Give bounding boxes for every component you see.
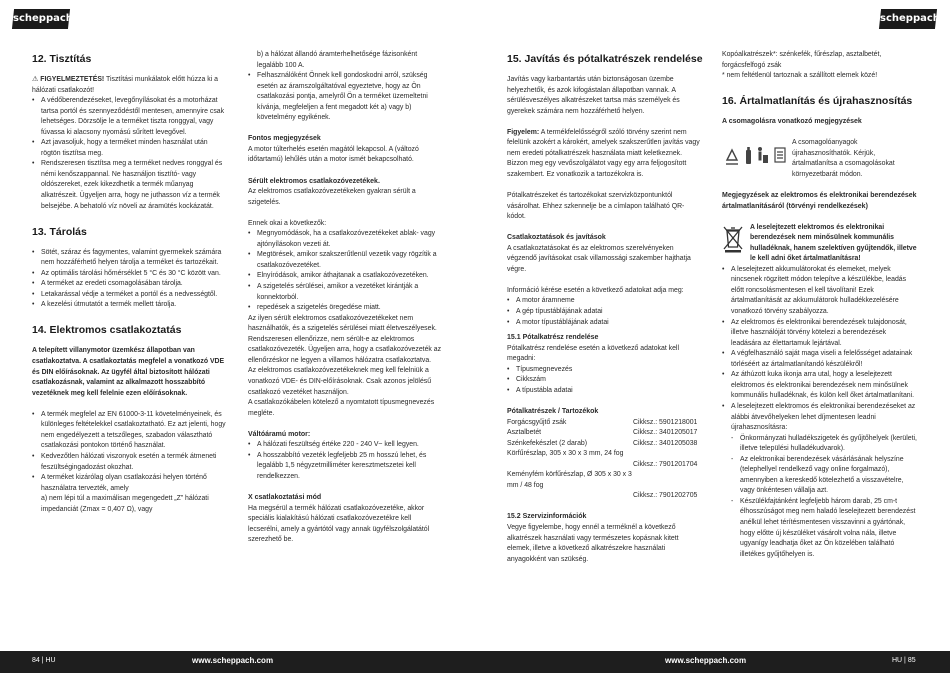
list-item: • A gép típustáblájának adatai — [507, 307, 703, 318]
storage-list — [32, 248, 228, 311]
brand-logo: scheppach — [12, 9, 70, 29]
connection-list — [32, 410, 228, 494]
column-3 — [507, 50, 703, 565]
list-item: - Önkormányzati hulladékszigetek és gyűjtőhelyek (kerületi, illetve települési hulladékudvarok). — [731, 434, 918, 455]
list-item: • A kezelési útmutatót a termék mellett tárolja. — [32, 300, 228, 311]
warning-icon: ⚠ — [32, 76, 39, 83]
website-link[interactable]: www.scheppach.com — [192, 656, 274, 665]
heading-packaging: A csomagolásra vonatkozó megjegyzések — [722, 118, 862, 126]
list-item: • Rendszeresen tisztítsa meg a terméket nedves ronggyal és némi kenőszappannal. Ne használjon tisztító- vagy oldószereket, ezek kikezdhetik a termék műanyag alkatrészeit. Ügyeljen arra, hogy ne juthasson víz a termék belsejébe. A behatoló víz növeli az áramütés kockázatát. — [32, 159, 228, 212]
list-item: • Azt javasoljuk, hogy a terméket minden használat után rögtön tisztítsa meg. — [32, 138, 228, 159]
parts-row: Szénkefekészlet (2 darab) Cikksz.: 3401205038 — [507, 439, 698, 447]
list-item: • A terméket az eredeti csomagolásában tárolja. — [32, 279, 228, 290]
parts-row: Cikksz.: 7901201704 — [633, 460, 698, 468]
packaging-text: A csomagolóanyagok újrahasznosíthatók. Kérjük, ártalmatlanítsa a csomagolásokat környezetbarát módon. — [792, 139, 895, 178]
heading-electrical: 14. Elektromos csatlakoztatás — [32, 324, 182, 337]
order-list — [507, 365, 703, 397]
heading-weee: Megjegyzések az elektromos és elektronikai berendezések ártalmatlanításáról (törvényi rendelkezések) — [722, 192, 917, 210]
heading-cleaning: 12. Tisztítás — [32, 53, 92, 65]
list-item: • repedések a szigetelés öregedése miatt. — [248, 303, 444, 314]
recycling-icons — [722, 138, 790, 174]
weee-list — [722, 265, 918, 434]
paper-icon — [775, 148, 785, 162]
heading-parts: Pótalkatrészek / Tartozékok — [507, 407, 599, 415]
list-item: • A leselejtezett elektromos és elektronikai berendezéseket az alábbi átvevőhelyeken lehet díjmentesen leadni újrahasznosításra: — [722, 402, 918, 434]
marking-text: A csatlakozókábelen kötelező a nyomtatott típusmegnevezés megléte. — [248, 399, 435, 417]
list-item: • Az áthúzott kuka ikonja arra utal, hogy a leselejtezett elektromos és elektronikai berendezések nem minősülnek kommunális hulladéknak, és külön kell őket ártalmatlanítani. — [722, 370, 918, 402]
parts-row: Körfűrészlap, 305 x 30 x 3 mm, 24 fog — [507, 450, 624, 458]
current-condition: b) a hálózat állandó áramterhelhetősége fázisonként legalább 100 A. — [257, 51, 418, 69]
footer-right — [475, 651, 950, 673]
weee-block — [722, 223, 918, 265]
list-item: • A védőberendezéseket, levegőnyílásokat és a motorházat tartsa portól és szennyeződéstől mentesen, amennyire csak lehetséges. Dörzsölje le a terméket tiszta ronggyal, vagy fúvassa ki alacsony nyomású sűrített levegővel. — [32, 96, 228, 138]
heading-spare-order: 15.1 Pótalkatrész rendelése — [507, 334, 599, 342]
list-item: • Felhasználóként Önnek kell gondoskodni arról, szükség esetén az áramszolgáltatóval egyeztetve, hogy az Ön csatlakozási pontja, amelyről Ön a terméket üzemeltetni kívánja, megfeleljen a fent megadott két a) vagy b) követelmény egyikének. — [248, 71, 444, 124]
impedance-condition: a) nem lépi túl a maximálisan megengedett „Z” hálózati impedanciát (Zmax = 0,407 Ω), vagy — [41, 495, 209, 513]
list-item: • Megtörések, amikor szakszerűtlenül vezetik vagy rögzítik a csatlakozóvezetéket. — [248, 250, 444, 271]
list-item: • A motor típustáblájának adatai — [507, 318, 703, 329]
wear-note: * nem feltétlenül tartoznak a szállított elemek közé! — [722, 72, 878, 80]
list-item: - Készülékfajtánként legfeljebb három darab, 25 cm-t élhosszúságot meg nem haladó leselejtezett berendezést anélkül lehet térítésmentesen visszavinni a gyártónak, hogy előtte új készüléket vásárolt volna nála, illetve ugyanígy leadhatja őket az Ön közelében található illetékes gyűjtőhelyen is. — [731, 497, 918, 560]
ac-list — [248, 440, 444, 482]
x-text: Ha megsérül a termék hálózati csatlakozóvezetéke, akkor speciális kialakítású hálózati csatlakozóvezetékre kell lecserélni, amely a gyártótól vagy annak ügyfélszolgálatától szerezhető be. — [248, 504, 430, 544]
page-number: 84 | HU — [32, 657, 56, 664]
damaged-more: Az ilyen sérült elektromos csatlakozóvezetékeket nem használhatók, és a szigetelés sérülései miatt életveszélyesek. — [248, 314, 437, 333]
warning-paragraph: ⚠ FIGYELMEZTETÉS! Tisztítási munkálatok előtt húzza ki a hálózati csatlakozót! — [32, 76, 218, 94]
right-page — [475, 0, 950, 674]
list-item: - Az elektronikai berendezések vásárlásának helyszíne (telephellyel rendelkező vagy online forgalmazó), amennyiben a kereskedő kötelezhető a visszavételre, vagy önkéntesen vállalja azt. — [731, 455, 918, 497]
info-intro: Információ kérése esetén a következő adatokat adja meg: — [507, 286, 684, 294]
cleaning-list — [32, 96, 228, 212]
list-item: • A típustábla adatai — [507, 386, 703, 397]
order-text: Pótalkatrész rendelése esetén a következő adatokat kell megadni: — [507, 344, 679, 363]
heading-x-connection: X csatlakoztatási mód — [248, 493, 322, 501]
heading-repair: 15. Javítás és pótalkatrészek rendelése — [507, 53, 703, 65]
collection-points-list — [722, 434, 918, 561]
list-item: • Típusmegnevezés — [507, 365, 703, 376]
list-item: • Elnyíródások, amikor áthajtanak a csatlakozóvezetéken. — [248, 271, 444, 282]
column-1 — [32, 50, 228, 515]
heading-storage: 13. Tárolás — [32, 225, 87, 238]
list-item: • A szigetelés sérülései, amikor a vezetéket kirántják a konnektorból. — [248, 282, 444, 303]
cable-text: Az elektromos csatlakozóvezetékeknek meg kell felelniük a vonatkozó VDE- és DIN-előírásoknak. Csak azonos jelölésű csatlakozó vezetéket használjon. — [248, 367, 432, 396]
page-number: HU | 85 — [892, 657, 916, 664]
causes-intro: Ennek okai a következők: — [248, 219, 327, 227]
attention-paragraph: Figyelem: A termékfelelősségről szóló törvény szerint nem felelünk azokért a károkért, amelyek szakszerűtlen javítás vagy nem eredeti pótalkatrészek használata miatt keletkeznek. — [507, 128, 700, 157]
check-text: Rendszeresen ellenőrizze, nem sérült-e az elektromos csatlakozóvezeték. Ügyeljen arra, hogy a csatlakozóvezeték az ellenőrzéskor ne legyen a villamos hálózatra csatlakoztatva. — [248, 335, 442, 364]
causes-list — [248, 229, 444, 313]
list-item: • A végfelhasználó saját maga viseli a felelősséget adatainak törléséért az ártalmatlanítandó készülékről! — [722, 349, 918, 370]
list-item: • A terméket kizárólag olyan csatlakozási helyen történő használatra tervezték, amely — [32, 473, 228, 494]
website-link[interactable]: www.scheppach.com — [665, 656, 747, 665]
brand-logo: scheppach — [879, 9, 937, 29]
user-list — [248, 71, 444, 124]
list-item: • Az optimális tárolási hőmérséklet 5 °C és 30 °C között van. — [32, 269, 228, 280]
wear-text: Kopóalkatrészek*: szénkefék, fűrészlap, asztalbetét, forgácsfelfogó zsák — [722, 51, 882, 69]
list-item: • Sötét, száraz és fagymentes, valamint gyermekek számára nem hozzáférhető helyen tárolja a terméket és tartozékait. — [32, 248, 228, 269]
heading-notes: Fontos megjegyzések — [248, 135, 321, 143]
bottle-icon — [746, 147, 751, 164]
list-item: • Megnyomódások, ha a csatlakozóvezetékeket ablak- vagy ajtónyílásokon vezeti át. — [248, 229, 444, 250]
service-info-text: Vegye figyelembe, hogy ennél a terméknél a következő alkatrészek használati vagy természetes kopásnak kitett elemek, illetve a következő alkatrészekre használati anyagokként van szükség. — [507, 523, 679, 563]
connection-bold-paragraph: A telepített villanymotor üzemkész állapotban van csatlakoztatva. A csatlakoztatás megfelel a vonatkozó VDE és DIN előírásoknak. Az ügyfél által biztosított hálózati csatlakozásnak, valamint az alkalmazott hosszabbító vezetéknek meg kell felelnie ezen előírásoknak. — [32, 347, 225, 397]
list-item: • Cikkszám — [507, 375, 703, 386]
recycle-icon — [726, 150, 738, 164]
heading-damaged-cables: Sérült elektromos csatlakozóvezetékek. — [248, 177, 380, 185]
list-item: • A leselejtezett akkumulátorokat és elemeket, melyek nincsenek rögzített módon telepítve a készülékbe, leadás előtt roncsolásmentesen el kell távolítani! Ezek ártalmatlanítását az akkumulátorok hulladékkezelésére vonatkozó törvény szabályozza. — [722, 265, 918, 318]
column-2 — [248, 50, 444, 546]
list-item: • Letakarással védje a terméket a portól és a nedvességtől. — [32, 290, 228, 301]
list-item: • A motor áramneme — [507, 296, 703, 307]
info-list — [507, 296, 703, 328]
repair-text: Javítás vagy karbantartás után biztonságosan üzembe helyezhetők, és azok kifogástalan állapotban vannak. A sérülésveszélyes alkatrészeket tartsa más személyek és gyerekek számára nem hozzáférhető helyen. — [507, 76, 680, 115]
service-text: A csatlakoztatásokat és az elektromos szerelvényeken végzendő javításokat csak villamossági szakember hajthatja végre. — [507, 244, 691, 273]
parts-row: Cikksz.: 7901202705 — [633, 492, 698, 500]
parts-row: Keményfém körfűrészlap, Ø 305 x 30 x 3 mm / 48 fog — [507, 471, 632, 489]
heading-service-info: 15.2 Szervizinformációk — [507, 513, 587, 521]
heading-service: Csatlakoztatások és javítások — [507, 234, 606, 242]
heading-ac-motor: Váltóáramú motor: — [248, 430, 311, 438]
parts-table — [507, 418, 703, 502]
damaged-text: Az elektromos csatlakozóvezetékeken gyakran sérült a szigetelés. — [248, 188, 416, 206]
footer-left — [0, 651, 475, 673]
crossed-bin-icon — [722, 225, 744, 253]
list-item: • Kedvezőtlen hálózati viszonyok esetén a termék átmeneti feszültségingadozást okozhat. — [32, 452, 228, 473]
person-bin-icon — [758, 147, 768, 163]
list-item: • Az elektromos és elektronikai berendezések tulajdonosát, illetve használóját törvény kötelezi a berendezések leadására az élettartamuk lejártával. — [722, 318, 918, 350]
weee-bold-text: A leselejtezett elektromos és elektronikai berendezések nem minősülnek kommunális hulladéknak, hanem szelektíven gyűjtendők, illetve le kell adni őket ártalmatlanításra! — [750, 223, 917, 263]
list-item: • A termék megfelel az EN 61000-3-11 követelményeinek, és különleges feltételekkel csatlakoztatható. Ez azt jelenti, hogy nem engedélyezett a tetszőleges, szabadon választható csatlakozási pontokon történő használat. — [32, 410, 228, 452]
spare-text: Pótalkatrészeket és tartozékokat szervizközpontunktól vásárolhat. Ehhez szkennelje be a címlapon található QR-kódot. — [507, 192, 685, 221]
expert-text: Bizzon meg egy vevőszolgálatot vagy egy arra feljogosított szakembert. Ez vonatkozik a tartozékokra is. — [507, 160, 687, 178]
list-item: • A hálózati feszültség értéke 220 - 240 V~ kell legyen. — [248, 440, 444, 451]
list-item: • A hosszabbító vezeték legfeljebb 25 m hosszú lehet, és legalább 1,5 négyzetmilliméter keresztmetszetei kell rendelkezzen. — [248, 451, 444, 483]
packaging-block — [722, 138, 918, 180]
notes-text: A motor túlterhelés esetén magától lekapcsol. A (változó időtartamú) lehűlés után a motor ismét bekapcsolható. — [248, 145, 419, 164]
heading-disposal: 16. Ártalmatlanítás és újrahasznosítás — [722, 95, 913, 108]
column-4 — [722, 50, 918, 560]
parts-row: Asztalbetét Cikksz.: 3401205017 — [507, 429, 698, 437]
parts-row: Forgácsgyűjtő zsák Cikksz.: 5901218001 — [507, 418, 698, 426]
